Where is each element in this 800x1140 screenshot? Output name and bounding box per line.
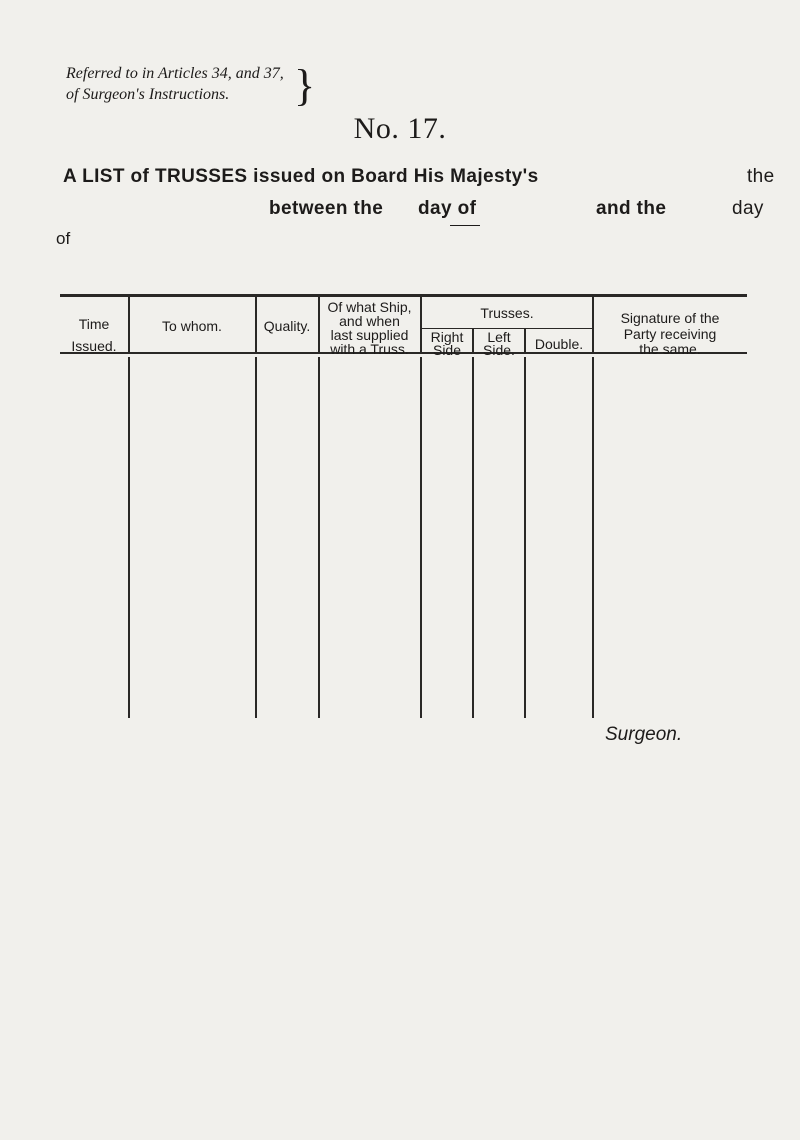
document-title: A LIST of TRUSSES issued on Board His Majesty's: [63, 166, 539, 187]
body-col-line-2: [255, 357, 257, 718]
title-of: of: [56, 229, 71, 248]
header-double: Double.: [534, 336, 584, 352]
title-day-end: day: [732, 198, 764, 219]
form-number: No. 17.: [353, 112, 447, 145]
header-ship-line3: last supplied: [330, 327, 409, 343]
body-col-line-3: [318, 357, 320, 718]
header-left-line2: Side.: [483, 342, 515, 358]
header-right-line2: Side: [432, 342, 462, 358]
header-ship-line2: and when: [339, 313, 400, 329]
header-to-whom: To whom.: [162, 318, 222, 334]
title-between: between the: [269, 198, 384, 219]
surgeon-label: Surgeon.: [605, 724, 683, 745]
header-right-line1: Right: [430, 329, 464, 345]
header-time-line1: Time: [78, 316, 110, 332]
reference-brace: }: [294, 61, 316, 110]
reference-line-1: Referred to in Articles 34, and 37,: [66, 65, 284, 82]
body-col-line-1: [128, 357, 130, 718]
title-and-the: and the: [596, 198, 667, 219]
body-col-line-4: [420, 357, 422, 718]
reference-line-2: of Surgeon's Instructions.: [66, 86, 230, 103]
header-signature-line1: Signature of the: [620, 310, 720, 326]
title-day-of: day of: [418, 198, 477, 219]
body-col-line-5: [472, 357, 474, 718]
header-signature-line3: the same.: [639, 341, 701, 357]
table-top-rule: [60, 294, 747, 297]
body-col-line-7: [592, 357, 594, 718]
header-signature-line2: Party receiving: [623, 326, 717, 342]
header-ship-line1: Of what Ship,: [327, 299, 412, 315]
title-the-end: the: [747, 166, 775, 187]
header-trusses: Trusses.: [480, 305, 534, 321]
header-quality: Quality.: [263, 318, 311, 334]
header-left-line1: Left: [487, 329, 511, 345]
body-col-line-6: [524, 357, 526, 718]
header-ship-line4: with a Truss.: [330, 341, 409, 357]
header-time-line2: Issued.: [71, 338, 117, 354]
day-underline: [450, 225, 480, 226]
